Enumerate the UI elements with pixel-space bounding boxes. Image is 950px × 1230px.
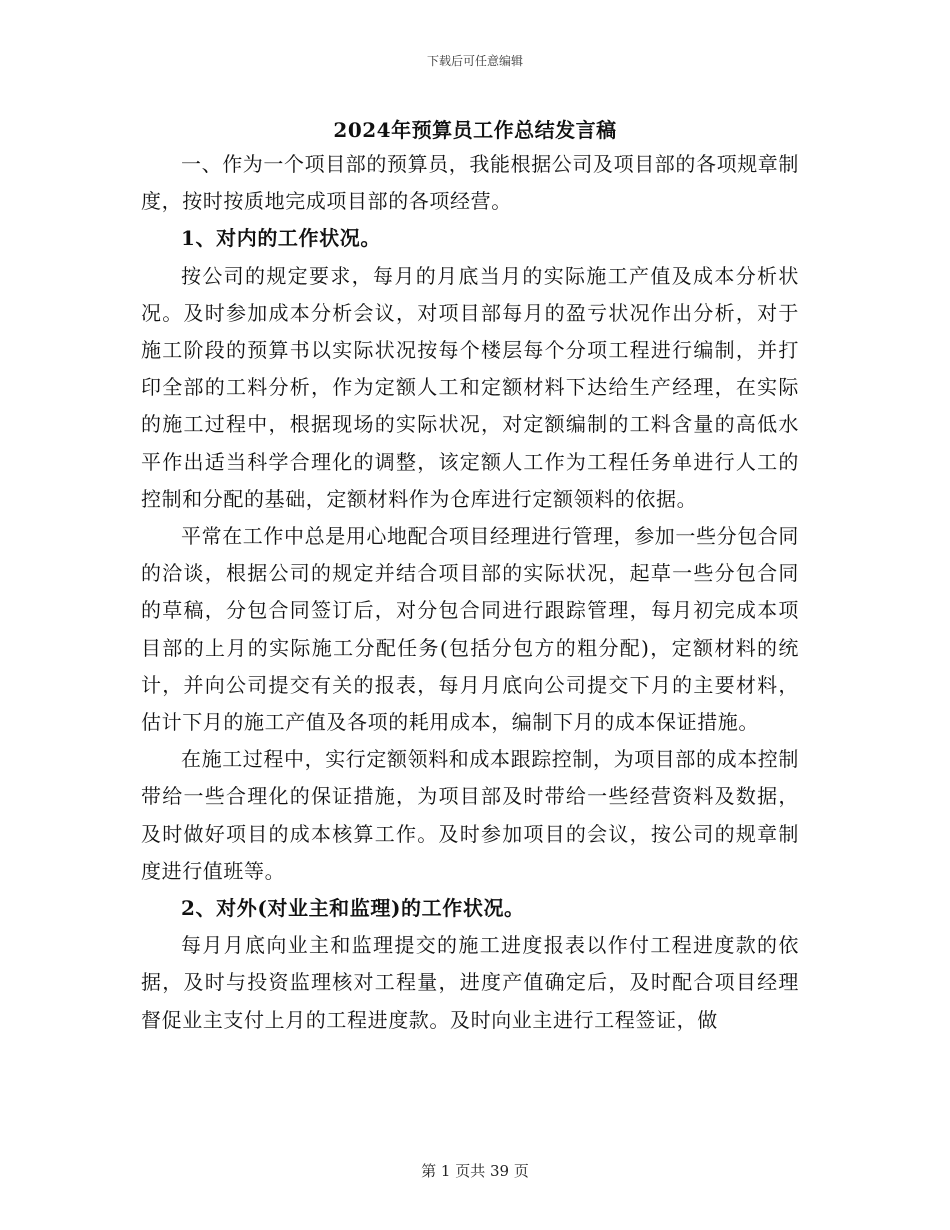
document-body [141,146,799,1039]
section-heading-external: 2、对外(对业主和监理)的工作状况。 [181,896,525,921]
page-header: 下载后可任意编辑 [426,54,523,68]
page-footer: 第 1 页共 39 页 [421,1162,529,1180]
paragraph-progress-report: 每月月底向业主和监理提交的施工进度报表以作付工程进度款的依据，及时与投资监理核对工程量，进度产值确定后，及时配合项目经理督促业主支付上月的工程进度款。及时向业主进行工程签证，做 [141,933,799,1032]
paragraph-intro: 一、作为一个项目部的预算员，我能根据公司及项目部的各项规章制度，按时按质地完成项目部的各项经营。 [141,152,799,214]
document-title: 2024年预算员工作总结发言稿 [333,118,617,142]
paragraph-contract-management: 平常在工作中总是用心地配合项目经理进行管理，参加一些分包合同的洽谈，根据公司的规定并结合项目部的实际状况，起草一些分包合同的草稿，分包合同签订后，对分包合同进行跟踪管理，每月初完成本项目部的上月的实际施工分配任务(包括分包方的粗分配)，定额材料的统计，并向公司提交有关的报表，每月月底向公司提交下月的主要材料，估计下月的施工产值及各项的耗用成本，编制下月的成本保证措施。 [141,524,799,735]
paragraph-cost-control: 在施工过程中，实行定额领料和成本跟踪控制，为项目部的成本控制带给一些合理化的保证措施，为项目部及时带给一些经营资料及数据，及时做好项目的成本核算工作。及时参加项目的会议，按公司的规章制度进行值班等。 [141,747,799,883]
section-heading-internal: 1、对内的工作状况。 [181,226,381,251]
paragraph-cost-analysis: 按公司的规定要求，每月的月底当月的实际施工产值及成本分析状况。及时参加成本分析会议，对项目部每月的盈亏状况作出分析，对于施工阶段的预算书以实际状况按每个楼层每个分项工程进行编制，并打印全部的工料分析，作为定额人工和定额材料下达给生产经理，在实际的施工过程中，根据现场的实际状况，对定额编制的工料含量的高低水平作出适当科学合理化的调整，该定额人工作为工程任务单进行人工的控制和分配的基础，定额材料作为仓库进行定额领料的依据。 [141,263,799,511]
